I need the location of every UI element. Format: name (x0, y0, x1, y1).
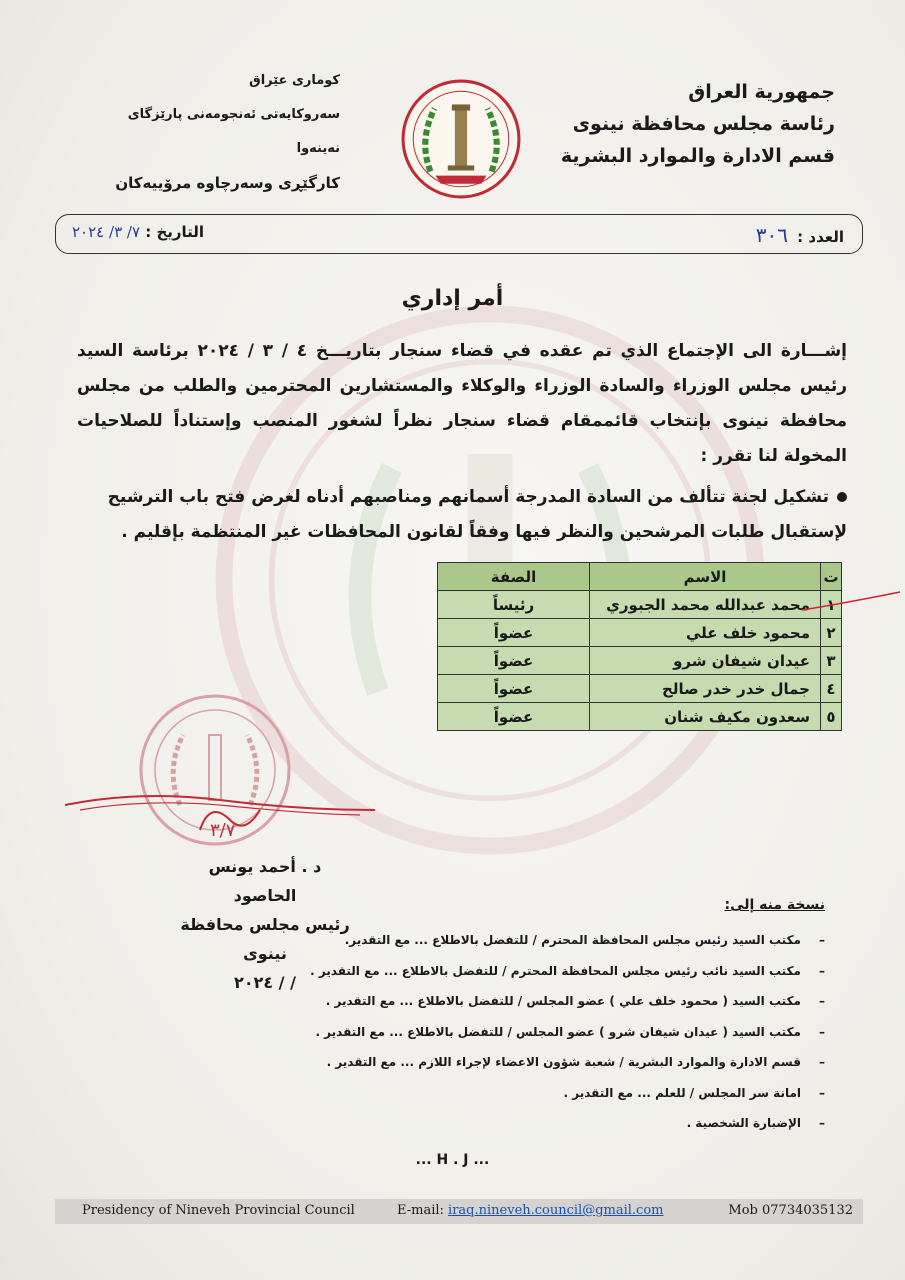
copy-text: الإضبارة الشخصية . (686, 1116, 801, 1130)
copies-heading: نسخة منه إلى: (724, 897, 825, 913)
copy-text: قسم الادارة والموارد البشرية / شعبة شؤون الاعضاء لإجراء اللازم ... مع التقدير . (326, 1055, 801, 1069)
header-kurdish-council: سەروکایەتی ئەنجومەنی پارێزگای نەینەوا (127, 107, 340, 156)
footer-email-label: E-mail: (397, 1203, 444, 1218)
header-department: قسم الادارة والموارد البشرية (560, 145, 835, 167)
red-pen-mark (800, 588, 905, 618)
row-name: محمود خلف علي (590, 619, 821, 647)
row-name: عيدان شيفان شرو (590, 647, 821, 675)
signer-date: / / ٢٠٢٤ (234, 973, 296, 992)
header-country: جمهورية العراق (688, 81, 835, 103)
row-num: ٥ (821, 703, 842, 731)
row-role: عضواً (438, 703, 590, 731)
header-name: الاسم (590, 563, 821, 591)
row-num: ١ (821, 591, 842, 619)
row-num: ٣ (821, 647, 842, 675)
row-role: عضواً (438, 647, 590, 675)
copies-list (265, 925, 825, 1139)
row-name: محمد عبدالله محمد الجبوري (590, 591, 821, 619)
reference-number-value: ٣٠٦ (755, 223, 788, 247)
bullet-icon (837, 492, 847, 502)
reference-box (55, 214, 863, 254)
header-arabic (555, 76, 835, 172)
copy-text: مكتب السيد نائب رئيس مجلس المحافظة المحترم / للتفضل بالاطلاع ... مع التقدير . (310, 963, 801, 978)
header-kurdish-country: کوماری عێراق (249, 73, 340, 88)
signer-name: د . أحمد يونس الحاصود (208, 857, 322, 905)
row-role: عضواً (438, 619, 590, 647)
members-table (437, 562, 842, 731)
signature-handwritten-date: ٣/٧ (210, 820, 236, 840)
list-item: –امانة سر المجلس / للعلم ... مع التقدير . (563, 1085, 825, 1100)
footer-mobile: Mob 07734035132 (728, 1203, 853, 1218)
header-num: ت (821, 563, 842, 591)
order-bullet (77, 480, 847, 550)
table-row (438, 619, 842, 647)
row-role: رئيساً (438, 591, 590, 619)
row-role: عضواً (438, 675, 590, 703)
copy-text: مكتب السيد ( عيدان شيفان شرو ) عضو المجلس / للتفضل بالاطلاع ... مع التقدير . (315, 1024, 801, 1039)
header-kurdish-department: کارگێڕی وسەرچاوە مرۆییەکان (115, 174, 340, 192)
list-item: –مكتب السيد نائب رئيس مجلس المحافظة المحترم / للتفضل بالاطلاع ... مع التقدير . (310, 963, 825, 978)
footer-email (397, 1203, 664, 1218)
members-table-header (438, 563, 842, 591)
list-item: –قسم الادارة والموارد البشرية / شعبة شؤون الاعضاء لإجراء اللازم ... مع التقدير . (326, 1055, 825, 1069)
header-council: رئاسة مجلس محافظة نينوى (572, 113, 835, 135)
row-num: ٢ (821, 619, 842, 647)
table-row (438, 675, 842, 703)
reference-number (756, 223, 844, 247)
footer-bar (55, 1199, 863, 1224)
header-role: الصفة (438, 563, 590, 591)
table-row (438, 591, 842, 619)
footer-presidency: Presidency of Nineveh Provincial Council (82, 1203, 355, 1218)
list-item: –مكتب السيد ( محمود خلف علي ) عضو المجلس / للتفضل بالاطلاع ... مع التقدير . (325, 994, 825, 1008)
typist-initials: ... H . J ... (415, 1152, 490, 1168)
header-kurdish (90, 64, 340, 200)
list-item: –مكتب السيد رئيس مجلس المحافظة المحترم / للتفضل بالاطلاع ... مع التقدير. (344, 933, 825, 947)
table-row (438, 703, 842, 731)
row-name: جمال خدر خدر صالح (590, 675, 821, 703)
document-title: أمر إداري (401, 286, 504, 311)
reference-date (72, 223, 204, 241)
footer-email-link[interactable]: iraq.nineveh.council@gmail.com (448, 1203, 664, 1218)
list-item: –الإضبارة الشخصية . (686, 1116, 825, 1130)
copy-text: امانة سر المجلس / للعلم ... مع التقدير . (563, 1085, 801, 1100)
reference-date-label: التاريخ : (145, 223, 205, 241)
council-emblem-icon (400, 78, 522, 200)
copy-text: مكتب السيد ( محمود خلف علي ) عضو المجلس / للتفضل بالاطلاع ... مع التقدير . (325, 994, 801, 1008)
table-row (438, 647, 842, 675)
row-num: ٤ (821, 675, 842, 703)
signer-title: رئيس مجلس محافظة نينوى (180, 915, 350, 963)
list-item: –مكتب السيد ( عيدان شيفان شرو ) عضو المجلس / للتفضل بالاطلاع ... مع التقدير . (315, 1024, 825, 1039)
signature-icon (60, 770, 380, 840)
copy-text: مكتب السيد رئيس مجلس المحافظة المحترم / للتفضل بالاطلاع ... مع التقدير. (344, 933, 801, 947)
reference-date-value: ٧/ ٣/ ٢٠٢٤ (72, 223, 141, 241)
reference-number-label: العدد : (797, 228, 844, 246)
order-paragraph: إشـــارة الى الإجتماع الذي تم عقده في قضاء سنجار بتاريـــخ ٤ / ٣ / ٢٠٢٤ برئاسة السيد رئيس مجلس الوزراء والسادة الوزراء والوكلاء والمستشارين المحترمين والطلب من مجلس محافظة نينوى بإنتخاب قائممقام قضاء سنجار نظراً لشغور المنصب وإستناداً للصلاحيات المخولة لنا تقرر : (77, 341, 848, 466)
row-name: سعدون مكيف شنان (590, 703, 821, 731)
bullet-text: تشكيل لجنة تتألف من السادة المدرجة أسمانهم ومناصبهم أدناه لغرض فتح باب الترشيح لإستقبال طلبات المرشحين والنظر فيها وفقاً لقانون المحافظات غير المنتظمة بإقليم . (107, 487, 847, 542)
